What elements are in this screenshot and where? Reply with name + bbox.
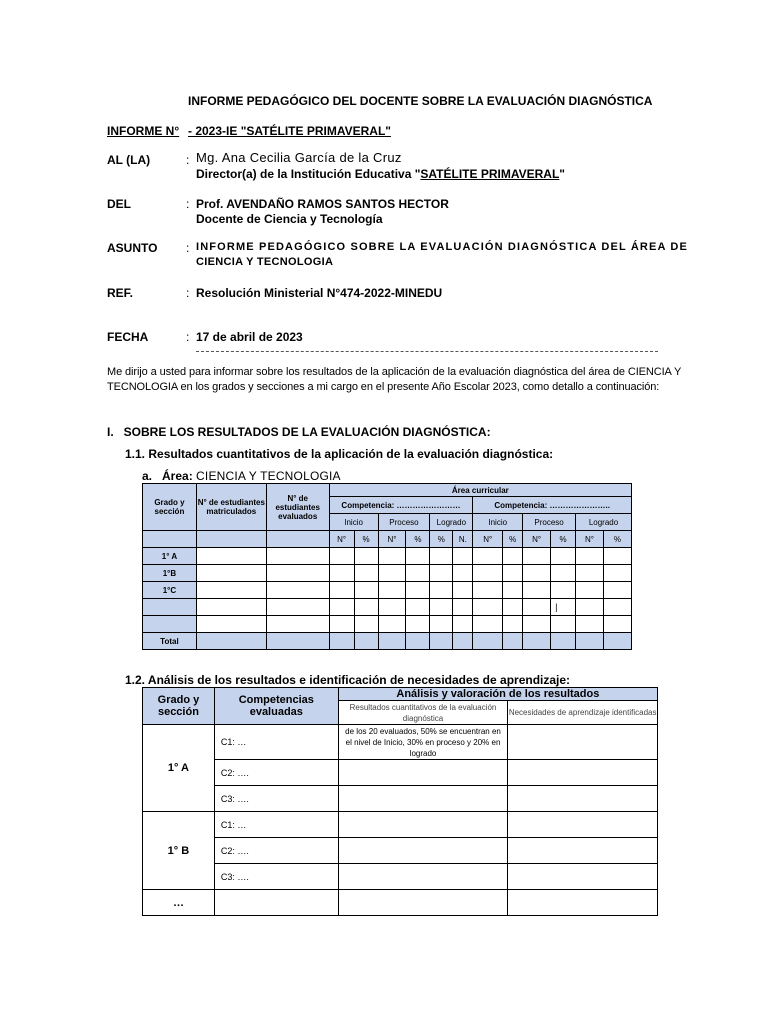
asunto-label: ASUNTO	[107, 241, 158, 255]
del-colon: :	[186, 197, 190, 211]
level-proceso-1: Proceso	[378, 514, 430, 531]
al-role: Director(a) de la Institución Educativa "SATÉLITE PRIMAVERAL"	[196, 167, 565, 181]
subheader-cell: %	[354, 531, 378, 548]
subheader-cell: N.	[453, 531, 473, 548]
grado-1b: 1° B	[143, 812, 215, 890]
competencia-cell: C1: …	[214, 725, 338, 760]
table-row	[143, 725, 658, 760]
al-label: AL (LA)	[107, 153, 151, 167]
table-row	[143, 565, 632, 582]
ellipsis-row-label: …	[143, 890, 215, 916]
header-evaluados: N° de estudiantes evaluados	[266, 484, 329, 531]
table-row	[143, 786, 658, 812]
document-title: INFORME PEDAGÓGICO DEL DOCENTE SOBRE LA EVALUACIÓN DIAGNÓSTICA	[188, 94, 653, 108]
row-label: 1°C	[143, 582, 197, 599]
del-name: Prof. AVENDAÑO RAMOS SANTOS HECTOR	[196, 197, 449, 211]
header-resultados-cuantitativos: Resultados cuantitativos de la evaluación diagnóstica	[338, 701, 508, 725]
row-label: 1°B	[143, 565, 197, 582]
subheader-cell: N°	[576, 531, 604, 548]
intro-line1: Me dirijo a usted para informar sobre los resultados de la aplicación de la evaluación diagnóstica del área de CIENCIA Y	[107, 366, 682, 378]
row-label	[143, 599, 197, 616]
informe-value: - 2023-IE "SATÉLITE PRIMAVERAL"	[188, 124, 391, 138]
subheader-cell: N°	[329, 531, 354, 548]
section-1-heading: I. SOBRE LOS RESULTADOS DE LA EVALUACIÓN DIAGNÓSTICA:	[107, 425, 491, 439]
subheader-cell: N°	[473, 531, 503, 548]
competencia-cell: C1: …	[214, 812, 338, 838]
table-row-total	[143, 633, 632, 650]
row-label: 1° A	[143, 548, 197, 565]
example-result-text: de los 20 evaluados, 50% se encuentran en el nivel de Inicio, 30% en proceso y 20% en logrado	[338, 725, 508, 760]
asunto-colon: :	[186, 241, 190, 255]
header-area-curricular: Área curricular	[329, 484, 631, 497]
header-necesidades: Necesidades de aprendizaje identificadas	[508, 701, 658, 725]
intro-line2: TECNOLOGIA en los grados y secciones a mi cargo en el presente Año Escolar 2023, como detallo a continuación:	[107, 381, 660, 393]
ref-colon: :	[186, 286, 190, 300]
level-proceso-2: Proceso	[523, 514, 576, 531]
subheader-empty	[266, 531, 329, 548]
del-label: DEL	[107, 197, 131, 211]
ref-label: REF.	[107, 286, 134, 300]
subheader-empty	[143, 531, 197, 548]
analysis-table	[142, 687, 658, 916]
header-competencias: Competencias evaluadas	[214, 688, 338, 725]
table-row	[143, 760, 658, 786]
competencia-cell: C3: ….	[214, 786, 338, 812]
table-row	[143, 812, 658, 838]
dashed-divider	[196, 351, 658, 352]
competencia-cell: C3: ….	[214, 864, 338, 890]
subheader-cell: %	[551, 531, 576, 548]
header-grado-seccion: Grado y sección	[143, 484, 197, 531]
row-label-total: Total	[143, 633, 197, 650]
del-role: Docente de Ciencia y Tecnología	[196, 212, 383, 226]
informe-label: INFORME N°	[107, 124, 180, 138]
header-analisis: Análisis y valoración de los resultados	[338, 688, 657, 701]
table-row	[143, 838, 658, 864]
level-inicio-2: Inicio	[473, 514, 523, 531]
table-row	[143, 582, 632, 599]
fecha-value: 17 de abril de 2023	[196, 330, 303, 344]
subsection-1-1-heading: 1.1. Resultados cuantitativos de la aplicación de la evaluación diagnóstica:	[125, 447, 554, 461]
subheader-cell: %	[603, 531, 631, 548]
table-row	[143, 548, 632, 565]
competencia-cell: C2: ….	[214, 838, 338, 864]
row-label	[143, 616, 197, 633]
area-line: a. Área: CIENCIA Y TECNOLOGIA	[142, 469, 341, 483]
subheader-cell: %	[430, 531, 453, 548]
level-logrado-2: Logrado	[576, 514, 632, 531]
asunto-line1: INFORME PEDAGÓGICO SOBRE LA EVALUACIÓN DIAGNÓSTICA DEL ÁREA DE	[196, 241, 688, 253]
ref-value: Resolución Ministerial N°474-2022-MINEDU	[196, 286, 443, 300]
header-matriculados: N° de estudiantes matriculados	[196, 484, 266, 531]
fecha-colon: :	[186, 330, 190, 344]
asunto-line2: CIENCIA Y TECNOLOGIA	[196, 256, 334, 268]
subheader-cell: %	[503, 531, 523, 548]
stray-mark: |	[551, 599, 576, 616]
al-name: Mg. Ana Cecilia García de la Cruz	[196, 150, 402, 165]
results-quantitative-table	[142, 483, 632, 650]
subheader-cell: %	[406, 531, 430, 548]
header-grado-seccion: Grado y sección	[143, 688, 215, 725]
table-row	[143, 616, 632, 633]
al-colon: :	[186, 153, 190, 167]
table-row	[143, 890, 658, 916]
fecha-label: FECHA	[107, 330, 149, 344]
competencia-cell: C2: ….	[214, 760, 338, 786]
subheader-empty	[196, 531, 266, 548]
grado-1a: 1° A	[143, 725, 215, 812]
table-row	[143, 864, 658, 890]
header-competencia-2: Competencia: …………………..	[473, 497, 632, 514]
level-inicio-1: Inicio	[329, 514, 378, 531]
subsection-1-2-heading: 1.2. Análisis de los resultados e identificación de necesidades de aprendizaje:	[125, 673, 571, 687]
subheader-cell: N°	[523, 531, 551, 548]
table-row	[143, 599, 632, 616]
header-competencia-1: Competencia: ……………………	[329, 497, 473, 514]
subheader-cell: N°	[378, 531, 406, 548]
level-logrado-1: Logrado	[430, 514, 473, 531]
